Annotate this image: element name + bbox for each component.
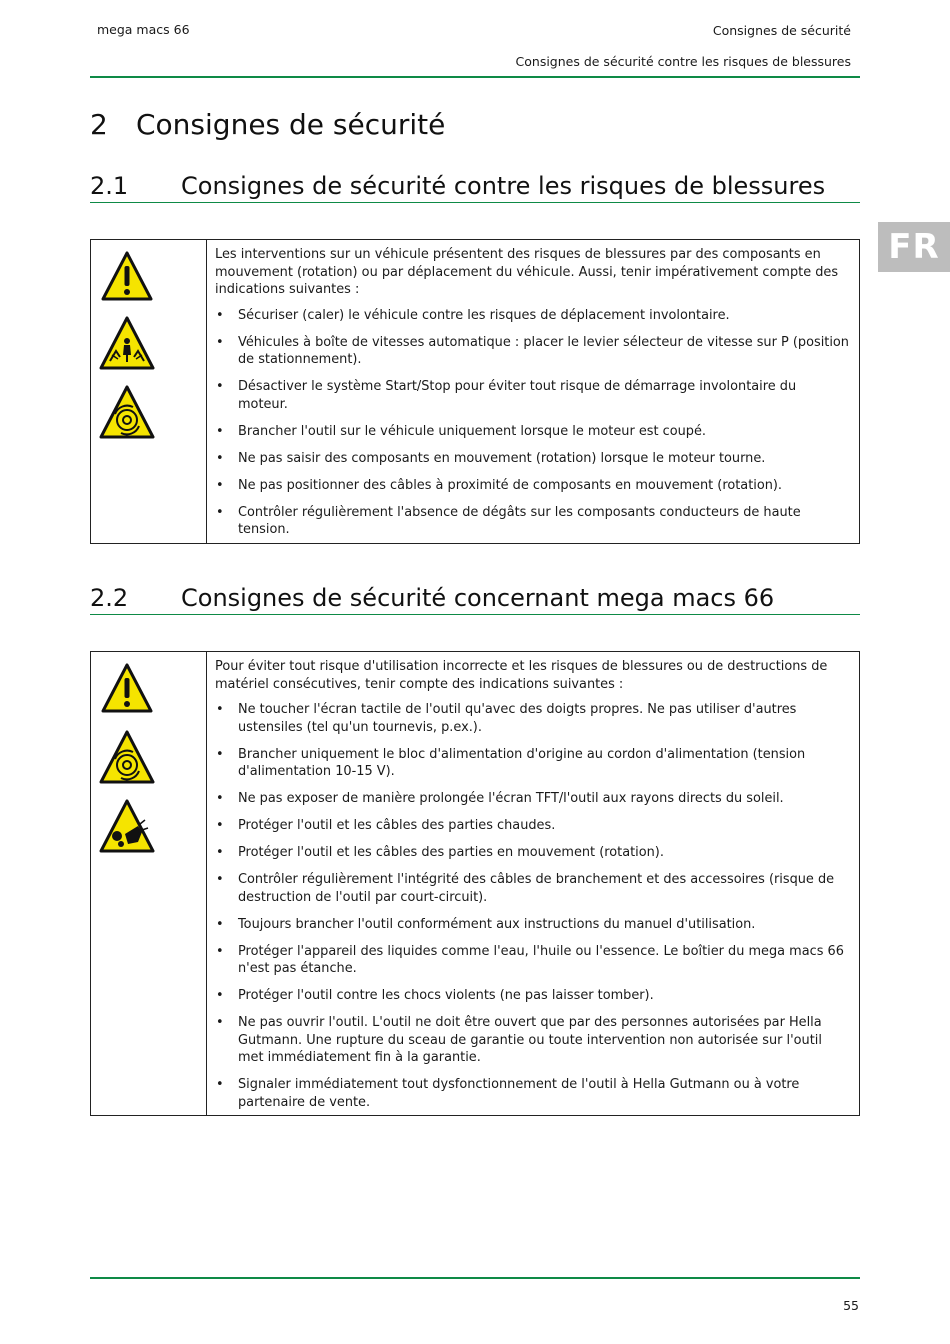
list-item: • Sécuriser (caler) le véhicule contre les risques de déplacement involontaire. <box>215 307 849 325</box>
rotating-parts-icon <box>98 384 156 440</box>
list-item: • Désactiver le système Start/Stop pour éviter tout risque de démarrage involontaire du moteur. <box>215 378 849 413</box>
section-number: 2.2 <box>90 584 129 612</box>
safety-icons <box>91 240 207 543</box>
list-item: • Ne pas saisir des composants en mouvement (rotation) lorsque le moteur tourne. <box>215 450 849 468</box>
safety-box <box>90 239 860 544</box>
safety-list <box>215 307 849 539</box>
general-warning-icon <box>100 250 154 302</box>
list-item: • Contrôler régulièrement l'absence de dégâts sur les composants conducteurs de haute tension. <box>215 504 849 539</box>
intro-text: Les interventions sur un véhicule présentent des risques de blessures par des composants en mouvement (rotation) ou par déplacement du véhicule. Aussi, tenir impérativement compte des indications suivantes : <box>215 247 839 297</box>
chapter-number: 2 <box>90 108 108 141</box>
safety-icons <box>91 652 207 1115</box>
list-item: • Ne pas ouvrir l'outil. L'outil ne doit être ouvert que par des personnes autorisées par Hella Gutmann. Une rupture du sceau de garantie ou toute intervention non autorisée sur l'outil met immédiatement fin à la garantie. <box>215 1014 849 1067</box>
header-section: Consignes de sécurité contre les risques de blessures <box>515 54 851 69</box>
rotating-parts-icon <box>98 729 156 785</box>
chapter-title-text: Consignes de sécurité <box>136 108 446 141</box>
section-title: Consignes de sécurité concernant mega macs 66 <box>181 584 775 612</box>
page-number: 55 <box>843 1298 859 1313</box>
section-number: 2.1 <box>90 172 129 200</box>
list-item: • Brancher uniquement le bloc d'alimentation d'origine au cordon d'alimentation (tension d'alimentation 10-15 V). <box>215 746 849 781</box>
list-item: • Protéger l'outil et les câbles des parties chaudes. <box>215 817 849 835</box>
list-item: • Contrôler régulièrement l'intégrité des câbles de branchement et des accessoires (risque de destruction de l'outil par court-circuit). <box>215 871 849 906</box>
list-item: • Ne toucher l'écran tactile de l'outil qu'avec des doigts propres. Ne pas utiliser d'autres ustensiles (tel qu'un tournevis, p.ex.). <box>215 701 849 736</box>
list-item: • Brancher l'outil sur le véhicule uniquement lorsque le moteur est coupé. <box>215 423 849 441</box>
list-item: • Protéger l'appareil des liquides comme l'eau, l'huile ou l'essence. Le boîtier du mega macs 66 n'est pas étanche. <box>215 943 849 978</box>
safety-text <box>207 240 859 543</box>
intro-text: Pour éviter tout risque d'utilisation incorrecte et les risques de blessures ou de destructions de matériel consécutives, tenir compte des indications suivantes : <box>215 659 828 692</box>
language-tab: FR <box>878 222 950 272</box>
footer-rule <box>90 1277 860 1279</box>
safety-list <box>215 701 849 1111</box>
list-item: • Ne pas exposer de manière prolongée l'écran TFT/l'outil aux rayons directs du soleil. <box>215 790 849 808</box>
list-item: • Signaler immédiatement tout dysfonctionnement de l'outil à Hella Gutmann ou à votre partenaire de vente. <box>215 1076 849 1111</box>
list-item: • Protéger l'outil et les câbles des parties en mouvement (rotation). <box>215 844 849 862</box>
header-rule <box>90 76 860 78</box>
list-item: • Protéger l'outil contre les chocs violents (ne pas laisser tomber). <box>215 987 849 1005</box>
hand-injury-icon <box>98 798 156 854</box>
header-product: mega macs 66 <box>97 22 190 37</box>
list-item: • Véhicules à boîte de vitesses automatique : placer le levier sélecteur de vitesse sur P (position de stationnement). <box>215 334 849 369</box>
safety-text <box>207 652 859 1115</box>
list-item: • Ne pas positionner des câbles à proximité de composants en mouvement (rotation). <box>215 477 849 495</box>
general-warning-icon <box>100 662 154 714</box>
section-title: Consignes de sécurité contre les risques de blessures <box>181 172 826 200</box>
section-heading <box>90 172 860 203</box>
header-chapter: Consignes de sécurité <box>712 23 851 38</box>
chapter-title <box>90 108 445 141</box>
section-heading <box>90 584 860 615</box>
crushing-hazard-icon <box>98 315 156 371</box>
safety-box <box>90 651 860 1116</box>
list-item: • Toujours brancher l'outil conformément aux instructions du manuel d'utilisation. <box>215 916 849 934</box>
